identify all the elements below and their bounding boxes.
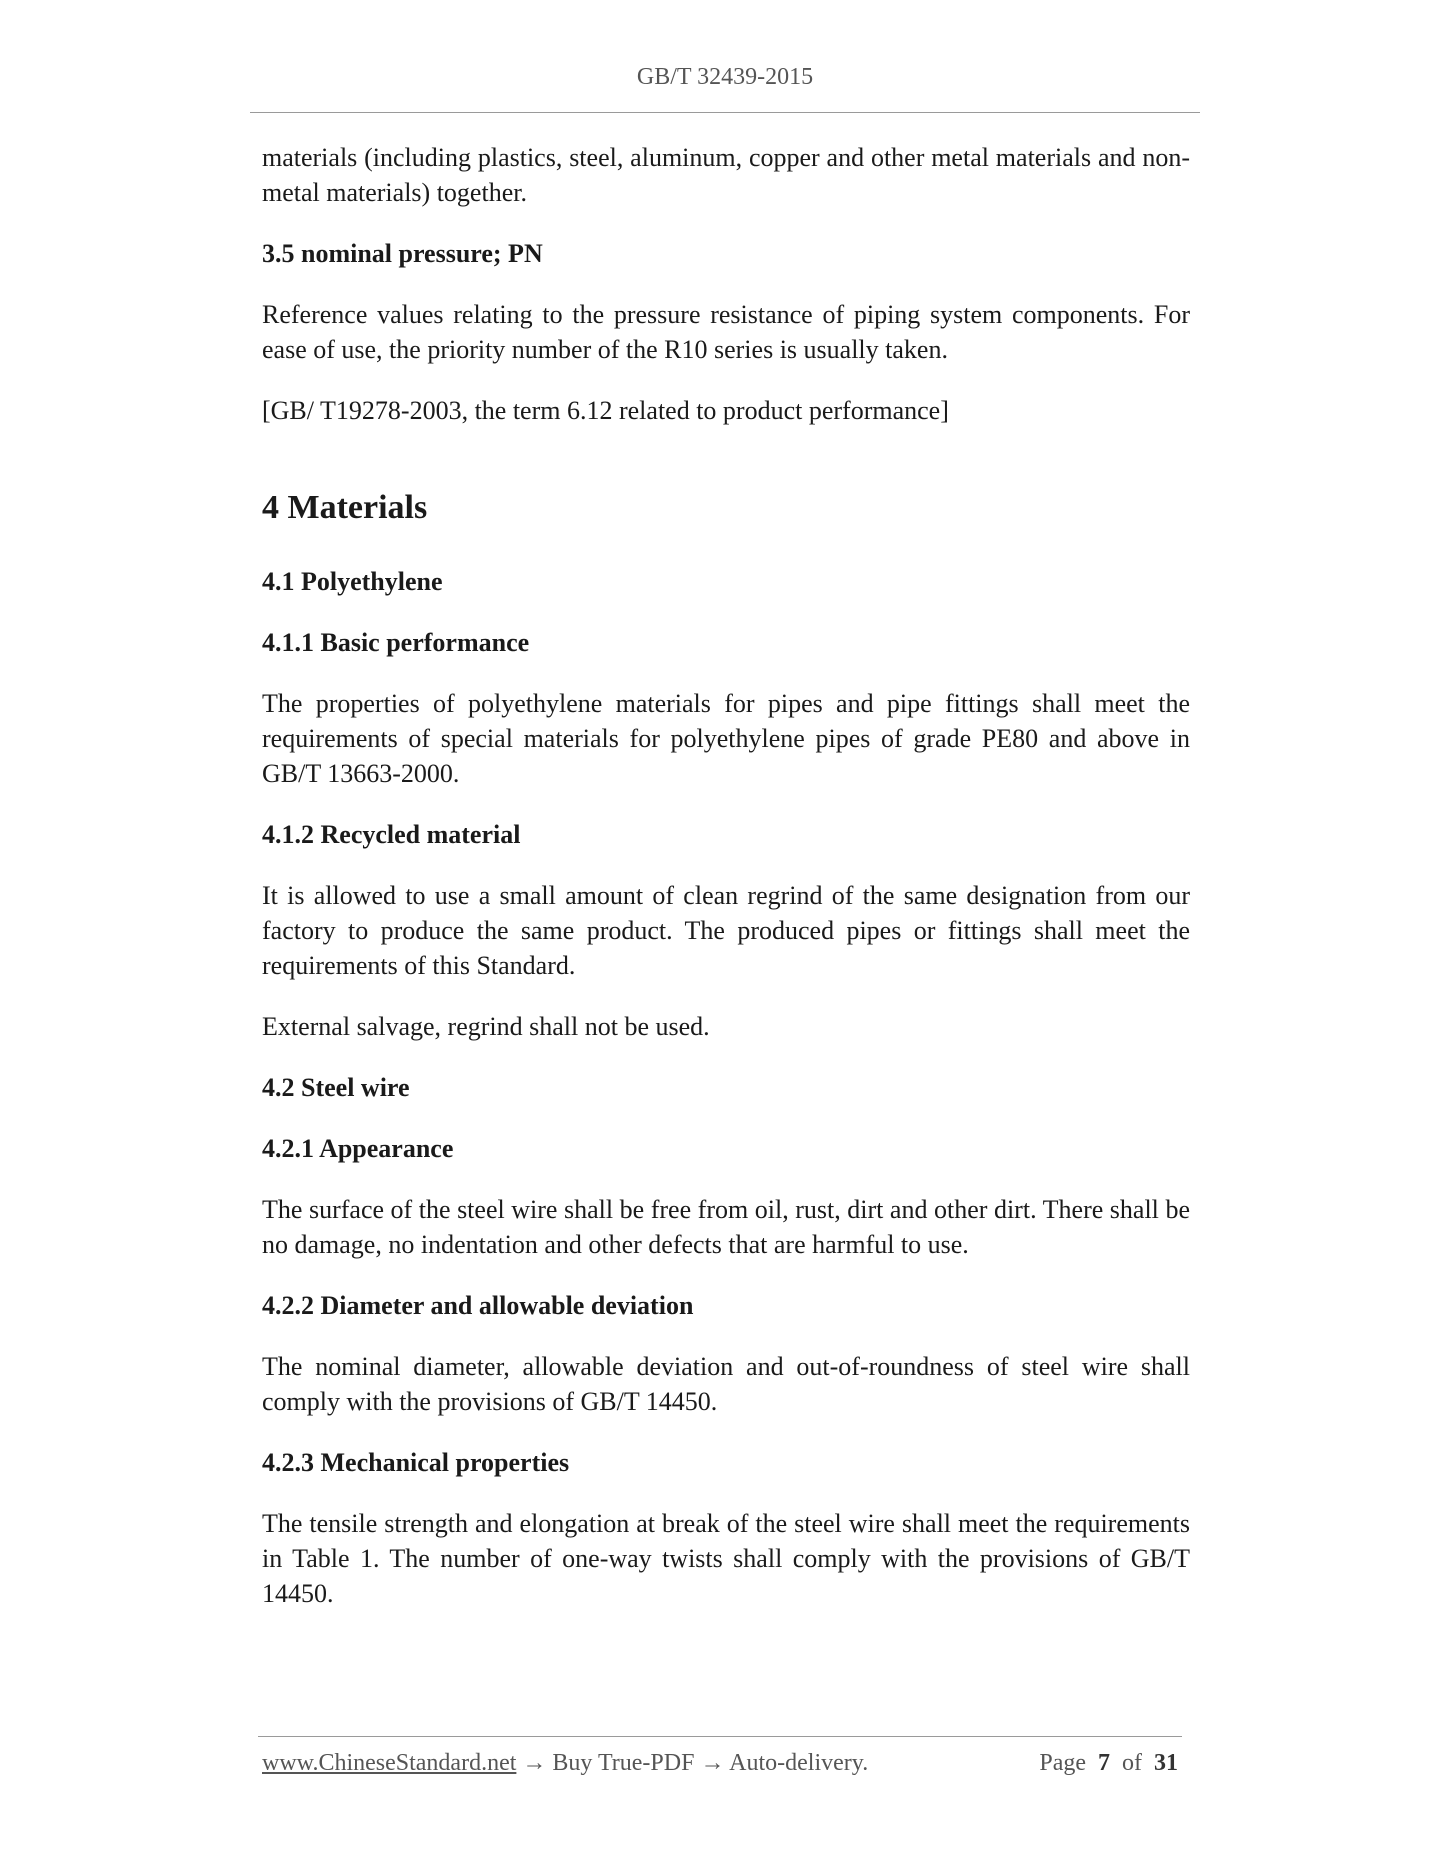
section-4-1-2-heading: 4.1.2 Recycled material <box>262 820 521 849</box>
term-3-5-heading: 3.5 nominal pressure; PN <box>262 239 543 268</box>
header-divider <box>250 112 1200 113</box>
page-number: 7 <box>1098 1750 1110 1776</box>
website-link[interactable]: www.ChineseStandard.net <box>262 1750 517 1776</box>
paragraph-recycled-material: It is allowed to use a small amount of clean regrind of the same designation from our factory to produce the same product. The produced pipes or fittings shall meet the requirements of this Standard. <box>262 881 1190 980</box>
paragraph-diameter: The nominal diameter, allowable deviation and out-of-roundness of steel wire shall comply with the provisions of GB/T 14450. <box>262 1352 1190 1416</box>
paragraph-mechanical: The tensile strength and elongation at break of the steel wire shall meet the requirements in Table 1. The number of one-way twists shall comply with the provisions of GB/T 14450. <box>262 1509 1190 1608</box>
section-4-2-1-heading: 4.2.1 Appearance <box>262 1134 454 1163</box>
document-body <box>262 140 1190 1637</box>
page-indicator <box>1039 1750 1178 1777</box>
page-footer <box>262 1750 1182 1777</box>
page-total: 31 <box>1154 1750 1178 1776</box>
paragraph-appearance: The surface of the steel wire shall be free from oil, rust, dirt and other dirt. There shall be no damage, no indentation and other defects that are harmful to use. <box>262 1195 1190 1259</box>
paragraph-basic-performance: The properties of polyethylene materials for pipes and pipe fittings shall meet the requirements of special materials for polyethylene pipes of grade PE80 and above in GB/T 13663-2000. <box>262 689 1190 788</box>
arrow-right-icon: → <box>700 1750 725 1776</box>
section-4-2-2-heading: 4.2.2 Diameter and allowable deviation <box>262 1291 694 1320</box>
footer-divider <box>258 1736 1182 1737</box>
paragraph-external-salvage: External salvage, regrind shall not be used. <box>262 1012 710 1041</box>
of-label: of <box>1122 1750 1142 1776</box>
paragraph-nominal-pressure: Reference values relating to the pressure resistance of piping system components. For ease of use, the priority number of the R10 series is usually taken. <box>262 300 1190 364</box>
section-4-heading: 4 Materials <box>262 489 428 526</box>
section-4-1-1-heading: 4.1.1 Basic performance <box>262 628 530 657</box>
section-4-1-heading: 4.1 Polyethylene <box>262 567 443 596</box>
document-header: GB/T 32439-2015 <box>636 64 814 90</box>
buy-true-pdf-text: Buy True-PDF <box>552 1750 695 1776</box>
arrow-right-icon: → <box>522 1750 547 1776</box>
paragraph-reference: [GB/ T19278-2003, the term 6.12 related to product performance] <box>262 396 949 425</box>
paragraph-materials-continued: materials (including plastics, steel, aluminum, copper and other metal materials and non-metal materials) together. <box>262 143 1190 207</box>
section-4-2-heading: 4.2 Steel wire <box>262 1073 410 1102</box>
section-4-2-3-heading: 4.2.3 Mechanical properties <box>262 1448 570 1477</box>
auto-delivery-text: Auto-delivery. <box>729 1750 869 1776</box>
page-label: Page <box>1039 1750 1086 1776</box>
